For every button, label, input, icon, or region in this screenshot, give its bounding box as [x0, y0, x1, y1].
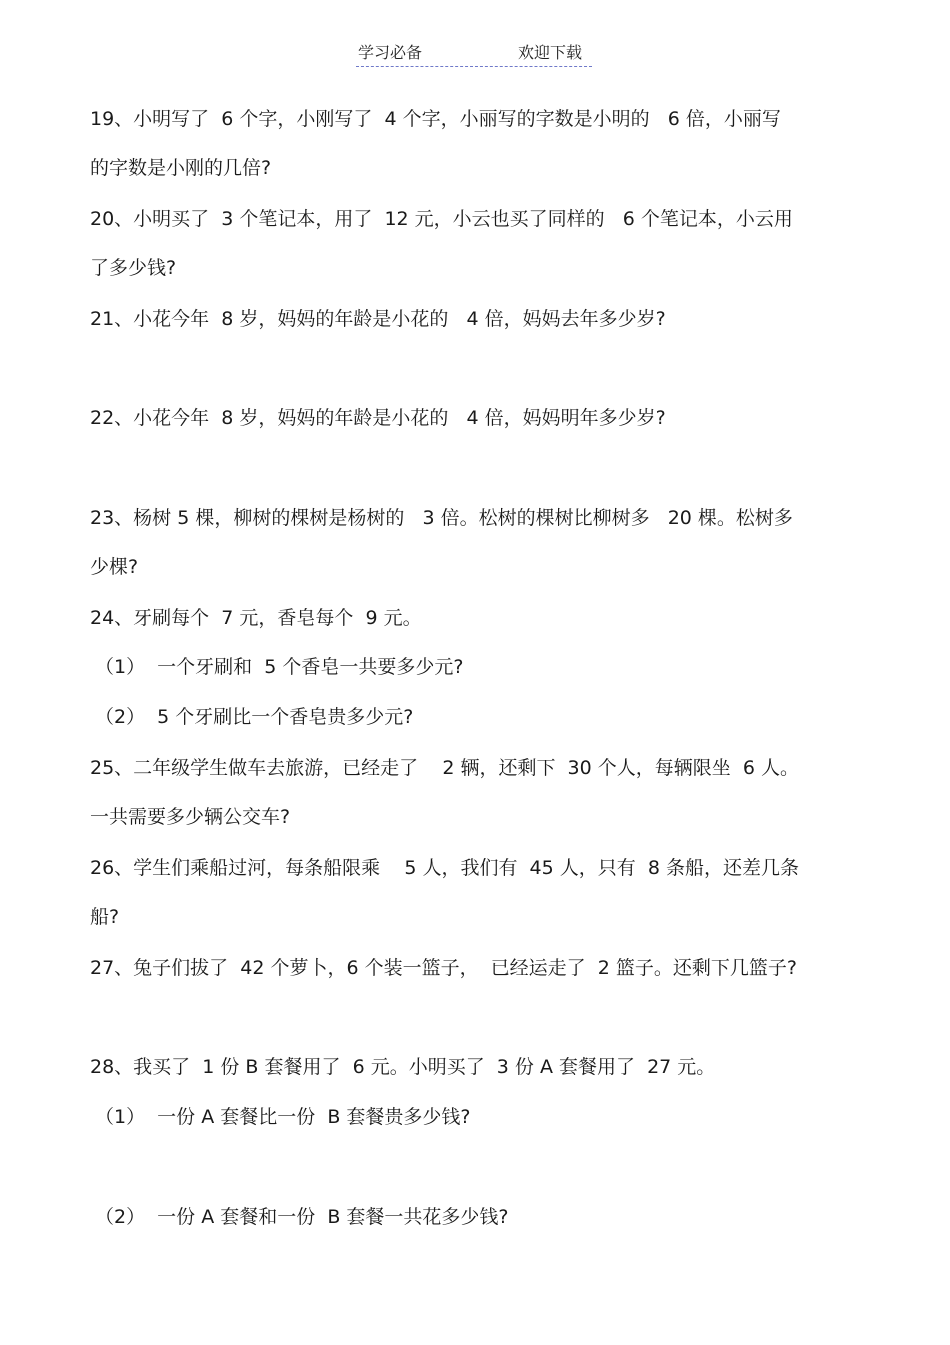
question-20-line-1: 20、小明买了 3 个笔记本，用了 12 元，小云也买了同样的 6 个笔记本，小云用 [90, 208, 793, 230]
question-28-sub-2: （2） 一份 A 套餐和一份 B 套餐一共花多少钱? [95, 1206, 509, 1228]
header-right-text: 欢迎下载 [518, 43, 583, 62]
question-20-line-2: 了多少钱? [90, 257, 177, 279]
question-28-sub-1: （1） 一份 A 套餐比一份 B 套餐贵多少钱? [95, 1106, 471, 1128]
question-24-sub-2: （2） 5 个牙刷比一个香皂贵多少元? [95, 706, 414, 728]
question-23-line-2: 少棵? [90, 556, 139, 578]
question-26-line-2: 船? [90, 906, 120, 928]
question-24-sub-1: （1） 一个牙刷和 5 个香皂一共要多少元? [95, 656, 464, 678]
question-19-line-1: 19、小明写了 6 个字，小刚写了 4 个字，小丽写的字数是小明的 6 倍，小丽写 [90, 108, 781, 130]
header-left-text: 学习必备 [358, 43, 423, 62]
question-27-line-1: 27、兔子们拔了 42 个萝卜，6 个装一篮子， 已经运走了 2 篮子。还剩下几篮子? [90, 957, 797, 979]
question-21-line-1: 21、小花今年 8 岁，妈妈的年龄是小花的 4 倍，妈妈去年多少岁? [90, 308, 666, 330]
question-23-line-1: 23、杨树 5 棵，柳树的棵树是杨树的 3 倍。松树的棵树比柳树多 20 棵。松树多 [90, 507, 793, 529]
question-25-line-2: 一共需要多少辆公交车? [90, 806, 291, 828]
question-26-line-1: 26、学生们乘船过河，每条船限乘 5 人，我们有 45 人，只有 8 条船，还差几条 [90, 857, 799, 879]
question-19-line-2: 的字数是小刚的几倍? [90, 157, 272, 179]
question-28-line-1: 28、我买了 1 份 B 套餐用了 6 元。小明买了 3 份 A 套餐用了 27 元。 [90, 1056, 716, 1078]
question-22-line-1: 22、小花今年 8 岁，妈妈的年龄是小花的 4 倍，妈妈明年多少岁? [90, 407, 666, 429]
question-25-line-1: 25、二年级学生做车去旅游，已经走了 2 辆，还剩下 30 个人，每辆限坐 6 人。 [90, 757, 799, 779]
question-24-line-1: 24、牙刷每个 7 元，香皂每个 9 元。 [90, 607, 422, 629]
page-header [356, 42, 592, 67]
